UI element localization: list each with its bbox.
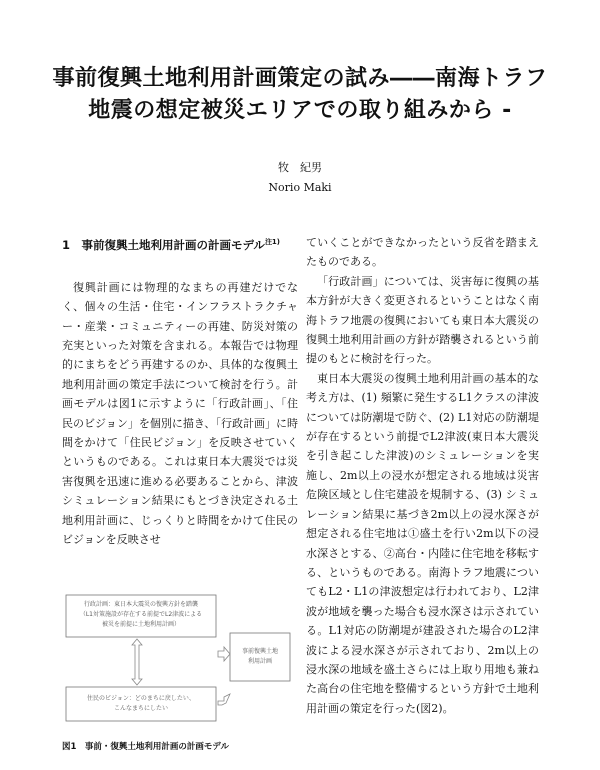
section-1-heading-text: 1 事前復興土地利用計画の計画モデル (62, 237, 265, 252)
section-1-note: 注1) (264, 238, 281, 246)
figure-1-caption: 図1 事前・復興土地利用計画の計画モデル (62, 742, 229, 752)
paper-title (0, 63, 600, 127)
section-1-paragraph-3: 東日本大震災の復興土地利用計画の基本的な考え方は、(1) 頻繁に発生するL1クラスの津波については防潮堤で防ぐ、(2) L1対応の防潮堤が存在するという前提でL2津波(東日本大震災を引き起こした津波)のシミュレーションを実施し、2m以上の浸水が想定される地域は災害危険区域とし住宅建設を規制する、(3) シミュレーション結果に基づき2m以上の浸水深さが想定される住宅地は①盛土を行い2m以下の浸水深さとする、②高台・内陸に住宅地を移転する、というものである。南海トラフ地震についてもL2・L1の津波想定は行われており、L2津波が地域を襲った場合も浸水深さは示されている。L1対応の防潮堤が建設された場合のL2津波による浸水深さが示されており、2m以上の浸水深の地域を盛土さらには上取り用地も兼ねた高台の住宅地を整備するという方針で土地利用計画の策定を行った(図2)。 (306, 371, 539, 715)
resident-vision-text: 住民のビジョン：どのまちに戻したい、 こんなまちにしたい (87, 695, 195, 712)
author-name-ja: 牧 紀男 (278, 161, 322, 174)
left-column (62, 233, 298, 550)
title-line-1: 事前復興土地利用計画策定の試み――南海トラフ (52, 66, 548, 91)
figure-1 (62, 587, 298, 735)
arrow-to-plan-icon (218, 647, 230, 661)
double-arrow-icon (132, 639, 142, 685)
land-use-plan-text: 事前復興土地 利用計画 (241, 648, 278, 665)
section-1-paragraph-2: 「行政計画」については、災害毎に復興の基本方針が大きく変更されるということはなく南海トラフ地震の復興においても東日本大震災の復興土地利用計画の方針が踏襲されるという前提のもとに検討を行った。 (306, 274, 539, 366)
author-block (0, 158, 600, 198)
arrow-from-vision-icon (218, 694, 230, 705)
section-1-paragraph-1-continued: ていくことができなかったという反省を踏まえたものである。 (306, 236, 539, 269)
author-name-en: Norio Maki (268, 181, 332, 194)
section-1-paragraph-1: 復興計画には物理的なまちの再建だけでなく、個々の生活・住宅・インフラストラクチャー・産業・コミュニティーの再建、防災対策の充実といった対策を含まれる。本報告では物理的にまちをどう再建するのか、具体的な復興土地利用計画の策定手法について検討を行う。計画モデルは図1に示すように「行政計画」、「住民のビジョン」を個別に描き、「行政計画」に時間をかけて「住民ビジョン」を反映させていくというものである。これは東日本大震災では災害復興を迅速に進める必要あることから、津波シミュレーション結果にもとづき決定される土地利用計画に、じっくりと時間をかけて住民のビジョンを反映させ (62, 280, 298, 547)
title-line-2: 地震の想定被災エリアでの取り組みから - (88, 98, 512, 123)
section-1-heading (62, 233, 298, 254)
right-column (306, 233, 539, 718)
admin-plan-text: 行政計画：東日本大震災の復興方針を踏襲 （L1対策施設が存在する前提でL2津波による 被災を前提に土地利用計画） (79, 601, 203, 628)
